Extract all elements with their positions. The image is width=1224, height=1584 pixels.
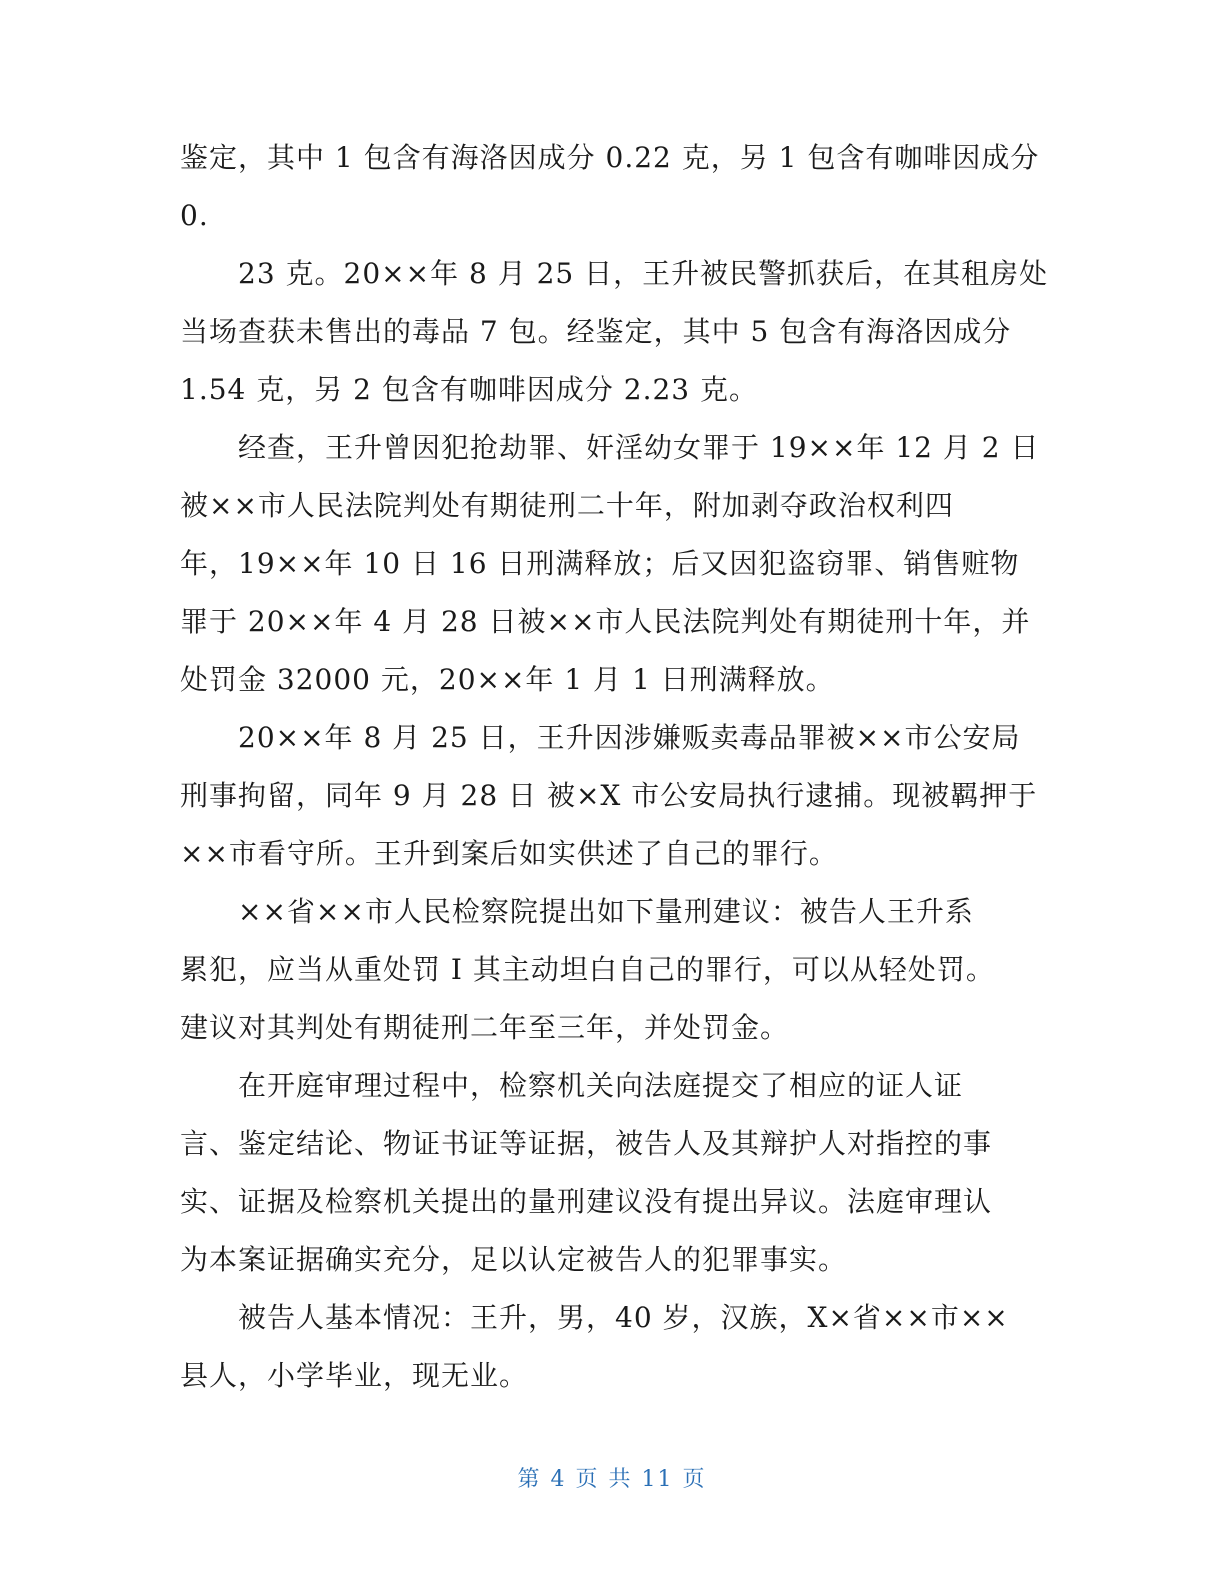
text-line: 在开庭审理过程中，检察机关向法庭提交了相应的证人证 (238, 1069, 964, 1102)
text-line: 23 克。20××年 8 月 25 日，王升被民警抓获后，在其租房处 (238, 257, 1049, 290)
text-line: ××省××市人民检察院提出如下量刑建议：被告人王升系 (238, 895, 974, 928)
text-line: 实、证据及检察机关提出的量刑建议没有提出异议。法庭审理认 (180, 1185, 993, 1218)
text-line: 建议对其判处有期徒刑二年至三年，并处罚金。 (180, 1011, 790, 1044)
text-line: 年，19××年 10 日 16 日刑满释放；后又因犯盗窃罪、销售赃物 (180, 547, 1020, 580)
text-line: 累犯，应当从重处罚 I 其主动坦白自己的罪行，可以从轻处罚。 (180, 953, 995, 986)
text-line: 处罚金 32000 元，20××年 1 月 1 日刑满释放。 (180, 663, 835, 696)
text-line: 当场查获未售出的毒品 7 包。经鉴定，其中 5 包含有海洛因成分 (180, 315, 1012, 348)
text-line: 被××市人民法院判处有期徒刑二十年，附加剥夺政治权利四 (180, 489, 954, 522)
text-line: 刑事拘留，同年 9 月 28 日 被×X 市公安局执行逮捕。现被羁押于 (180, 779, 1038, 812)
text-line: 县人，小学毕业，现无业。 (180, 1359, 529, 1392)
text-line: 言、鉴定结论、物证书证等证据，被告人及其辩护人对指控的事 (180, 1127, 993, 1160)
text-line: ××市看守所。王升到案后如实供述了自己的罪行。 (180, 837, 838, 870)
text-line: 为本案证据确实充分，足以认定被告人的犯罪事实。 (180, 1243, 848, 1276)
page-number-footer: 第 4 页 共 11 页 (517, 1467, 707, 1492)
text-line: 被告人基本情况：王升，男，40 岁，汉族，X×省××市×× (238, 1301, 1009, 1334)
text-line: 0. (180, 199, 209, 232)
text-line: 经查，王升曾因犯抢劫罪、奸淫幼女罪于 19××年 12 月 2 日 (238, 431, 1040, 464)
text-line: 1.54 克，另 2 包含有咖啡因成分 2.23 克。 (180, 373, 759, 406)
text-line: 20××年 8 月 25 日，王升因涉嫌贩卖毒品罪被××市公安局 (238, 721, 1021, 754)
text-line: 鉴定，其中 1 包含有海洛因成分 0.22 克，另 1 包含有咖啡因成分 (180, 141, 1040, 174)
text-line: 罪于 20××年 4 月 28 日被××市人民法院判处有期徒刑十年，并 (180, 605, 1031, 638)
